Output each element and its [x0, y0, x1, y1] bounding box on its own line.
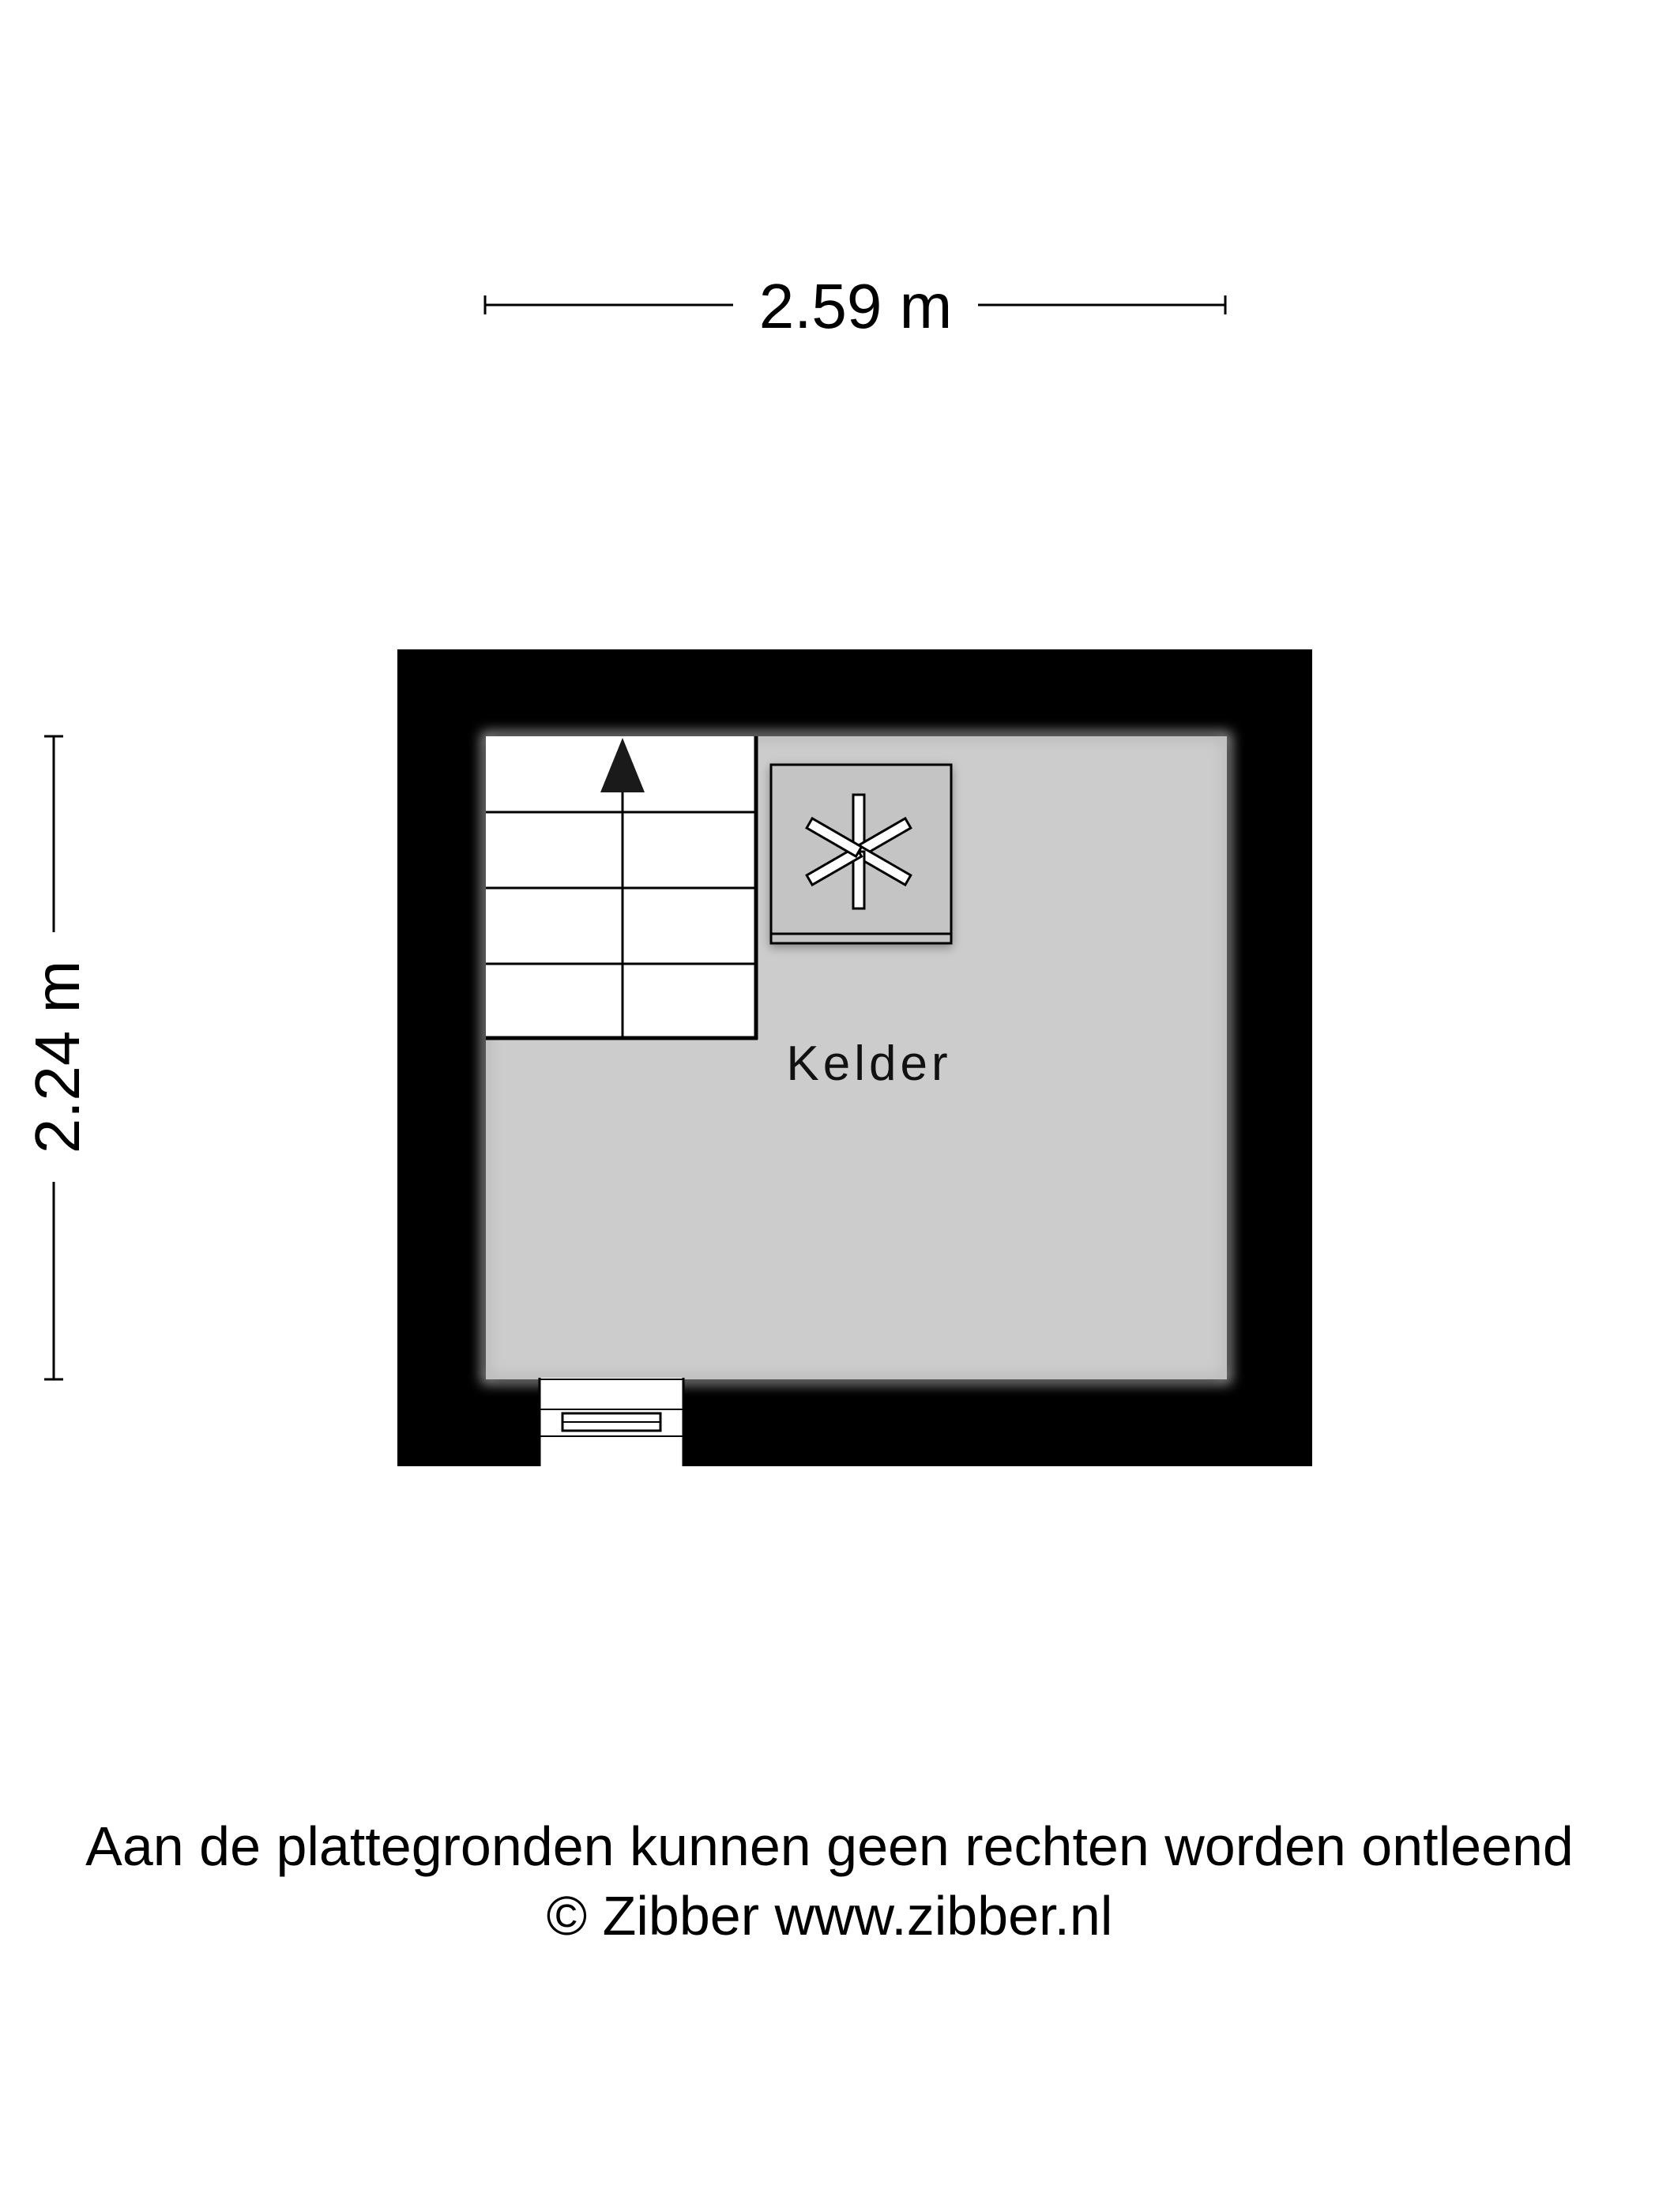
- width-dimension: [485, 271, 1225, 341]
- door-threshold-icon: [540, 1378, 683, 1466]
- staircase-up-arrow: [486, 736, 758, 1040]
- boiler-fan-icon: [771, 765, 951, 943]
- width-dimension-label: 2.59 m: [758, 271, 953, 341]
- height-dimension: [22, 736, 92, 1379]
- height-dimension-label: 2.24 m: [22, 960, 92, 1154]
- footer-disclaimer: Aan de plattegronden kunnen geen rechten worden ontleend: [85, 1815, 1574, 1877]
- room-label-kelder: Kelder: [786, 1036, 952, 1091]
- footer-copyright: © Zibber www.zibber.nl: [546, 1885, 1113, 1947]
